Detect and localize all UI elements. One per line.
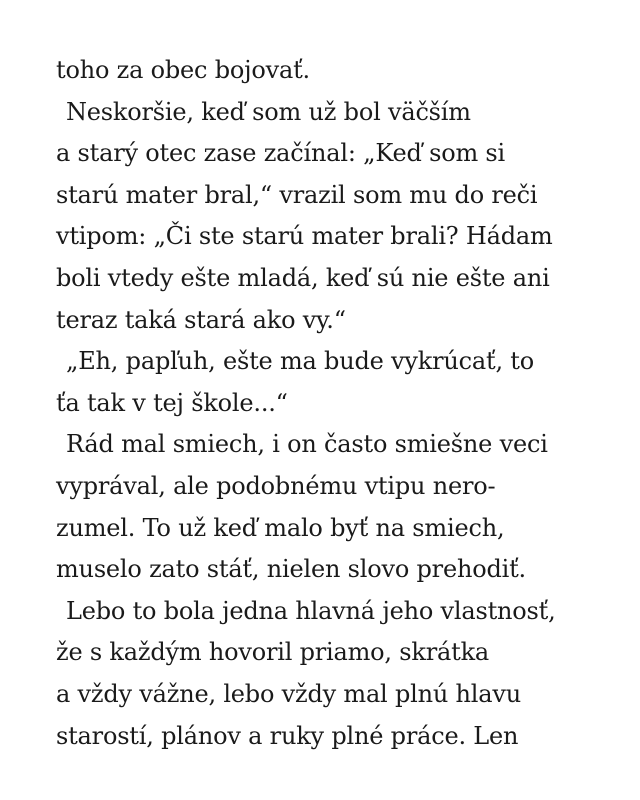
- text-line: a starý otec zase začínal: „Keď som si: [56, 139, 506, 168]
- text-line: vyprával, ale podobnému vtipu nero-: [56, 471, 496, 500]
- text-line: toho za obec bojovať.: [56, 56, 310, 84]
- text-line: starostí, plánov a ruky plné práce. Len: [56, 721, 519, 750]
- text-line: teraz taká stará ako vy.“: [56, 305, 346, 334]
- text-line: že s každým hovoril priamo, skrátka: [56, 638, 490, 667]
- text-line: vtipom: „Či ste starú mater brali? Hádam: [56, 222, 553, 251]
- text-line: ťa tak v tej škole...“: [56, 388, 288, 417]
- text-line: Lebo to bola jedna hlavná jeho vlastnosť,: [66, 596, 556, 625]
- text-line: muselo zato stáť, nielen slovo prehodiť.: [56, 555, 526, 584]
- text-line: zumel. To už keď malo byť na smiech,: [56, 513, 505, 542]
- text-line: Neskoršie, keď som už bol väčším: [66, 97, 471, 126]
- text-line: a vždy vážne, lebo vždy mal plnú hlavu: [56, 679, 522, 708]
- body-text: [56, 50, 616, 757]
- text-line: boli vtedy ešte mladá, keď sú nie ešte ani: [56, 263, 550, 292]
- text-line: „Eh, papľuh, ešte ma bude vykrúcať, to: [66, 347, 534, 376]
- text-line: starú mater bral,“ vrazil som mu do reči: [56, 180, 538, 209]
- text-line: Rád mal smiech, i on často smiešne veci: [66, 430, 548, 459]
